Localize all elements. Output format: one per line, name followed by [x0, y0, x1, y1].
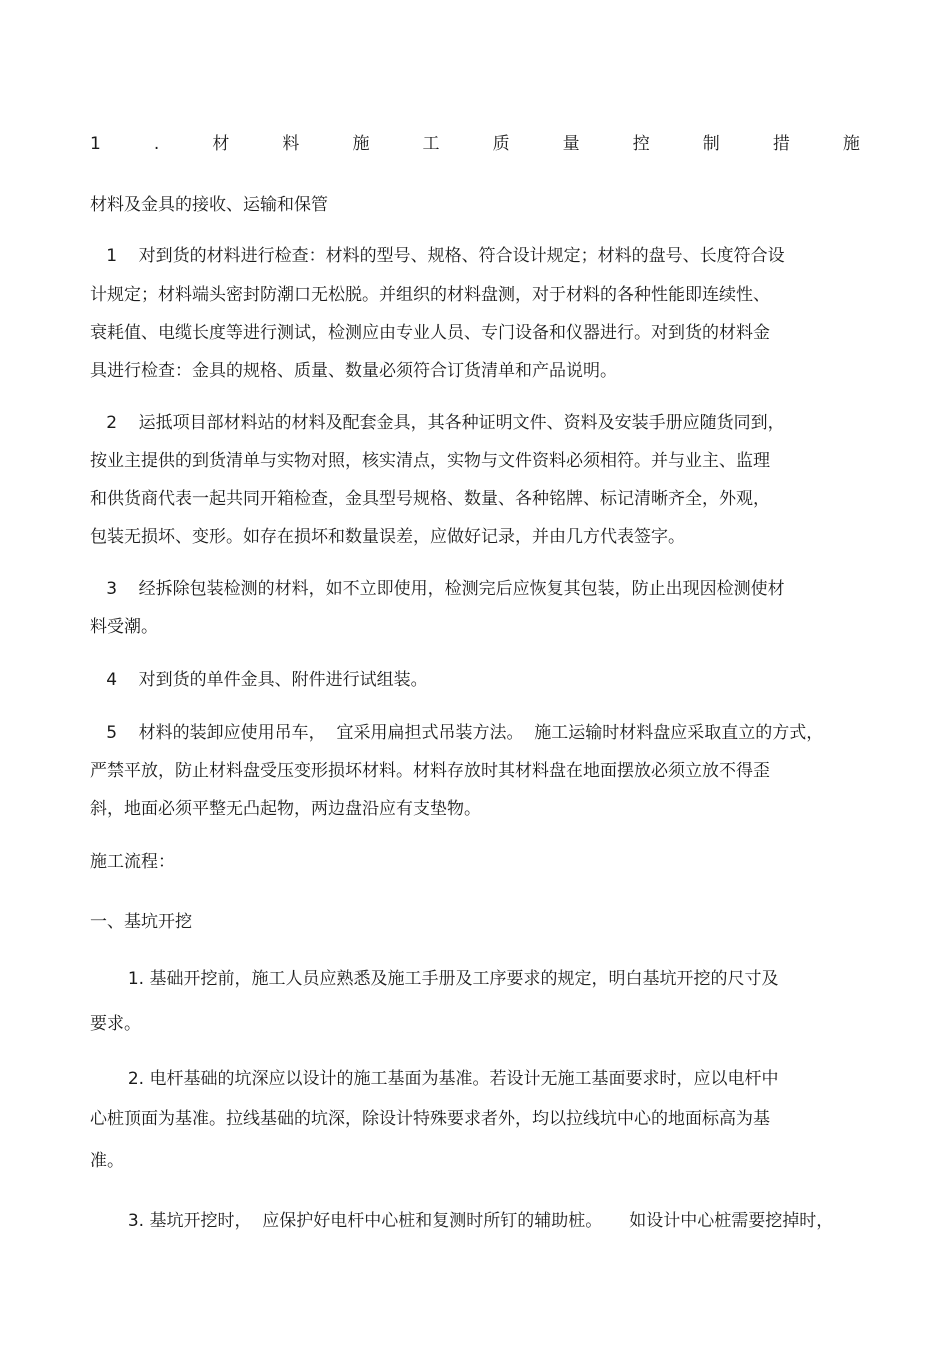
title-char: 工 [422, 134, 440, 154]
paragraph-line: 严禁平放，防止材料盘受压变形损坏材料。材料存放时其材料盘在地面摆放必须立放不得歪 [90, 761, 770, 781]
title-char: 1 [90, 134, 101, 154]
subheading: 一、基坑开挖 [90, 912, 192, 932]
paragraph-line: 斜，地面必须平整无凸起物，两边盘沿应有支垫物。 [90, 799, 481, 819]
section-title [90, 133, 860, 155]
paragraph-line: 衰耗值、电缆长度等进行测试，检测应由专业人员、专门设备和仪器进行。对到货的材料金 [90, 323, 770, 343]
paragraph-line: 计规定；材料端头密封防潮口无松脱。并组织的材料盘测，对于材料的各种性能即连续性、 [90, 285, 770, 305]
title-char: . [153, 134, 160, 154]
paragraph-line: 5 材料的装卸应使用吊车， 宜采用扁担式吊装方法。 施工运输时材料盘应采取直立的方式， [90, 723, 824, 743]
paragraph-line: 心桩顶面为基准。拉线基础的坑深，除设计特殊要求者外，均以拉线坑中心的地面标高为基 [90, 1109, 770, 1129]
paragraph-line: 要求。 [90, 1014, 141, 1034]
paragraph-line: 包装无损坏、变形。如存在损坏和数量误差，应做好记录，并由几方代表签字。 [90, 527, 685, 547]
paragraph-line: 和供货商代表一起共同开箱检查，金具型号规格、数量、各种铭牌、标记清晰齐全，外观， [90, 489, 770, 509]
paragraph-line: 1 对到货的材料进行检查：材料的型号、规格、符合设计规定；材料的盘号、长度符合设 [90, 246, 785, 266]
title-char: 措 [772, 134, 790, 154]
title-char: 控 [632, 134, 650, 154]
paragraph-line: 2 运抵项目部材料站的材料及配套金具，其各种证明文件、资料及安装手册应随货同到， [90, 413, 785, 433]
paragraph-line: 具进行检查：金具的规格、质量、数量必须符合订货清单和产品说明。 [90, 361, 617, 381]
paragraph-line: 准。 [90, 1151, 124, 1171]
paragraph-line: 按业主提供的到货清单与实物对照，核实清点，实物与文件资料必须相符。并与业主、监理 [90, 451, 770, 471]
paragraph-line: 3 经拆除包装检测的材料，如不立即使用，检测完后应恢复其包装，防止出现因检测使材 [90, 579, 785, 599]
title-char: 施 [842, 134, 860, 154]
paragraph-line: 3. 基坑开挖时， 应保护好电杆中心桩和复测时所钉的辅助桩。 如设计中心桩需要挖掉时， [90, 1211, 834, 1231]
paragraph-line: 4 对到货的单件金具、附件进行试组装。 [90, 670, 428, 690]
title-char: 质 [492, 134, 510, 154]
title-char: 施 [352, 134, 370, 154]
title-char: 材 [212, 134, 230, 154]
paragraph-line: 料受潮。 [90, 617, 158, 637]
title-char: 量 [562, 134, 580, 154]
subheading: 施工流程： [90, 852, 175, 872]
paragraph-line: 2. 电杆基础的坑深应以设计的施工基面为基准。若设计无施工基面要求时，应以电杆中 [90, 1069, 779, 1089]
subheading: 材料及金具的接收、运输和保管 [90, 195, 328, 215]
paragraph-line: 1. 基础开挖前，施工人员应熟悉及施工手册及工序要求的规定，明白基坑开挖的尺寸及 [90, 969, 779, 989]
title-char: 制 [702, 134, 720, 154]
title-char: 料 [282, 134, 300, 154]
